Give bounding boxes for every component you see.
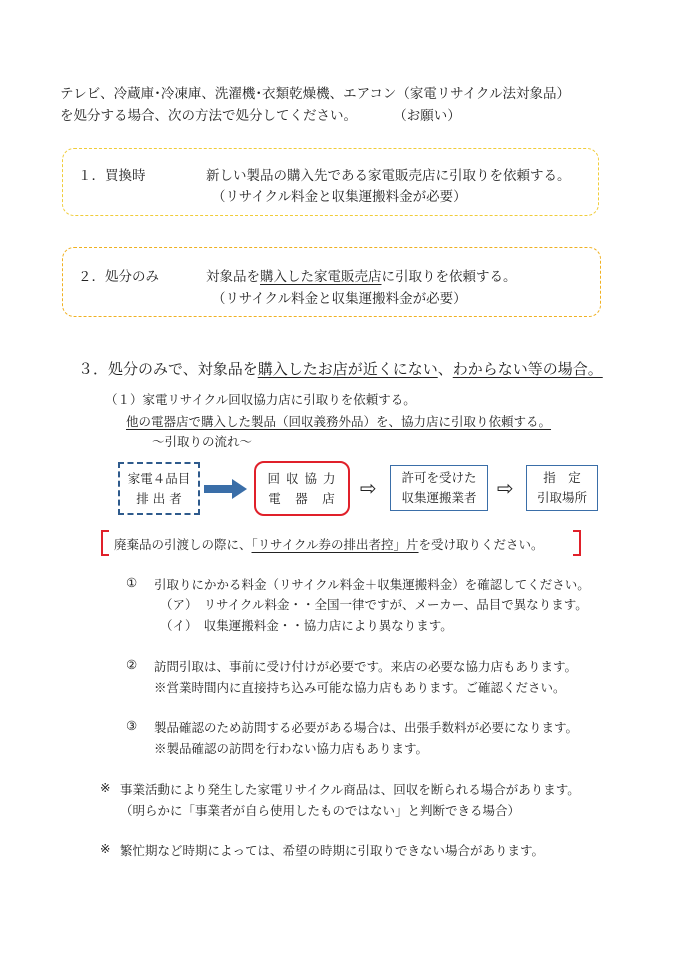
flow-box-designated-site-line-2: 引取場所 [536, 490, 587, 505]
section-3-title-d: わからない等の場合。 [452, 360, 603, 378]
notice-text-c: を受け取りください。 [418, 537, 544, 552]
flow-box-designated-site-line-1: 指 定 [543, 470, 581, 485]
flow-arrow-icon-1: ⇨ [360, 476, 377, 500]
flow-label: ～引取りの流れ～ [152, 434, 253, 449]
notice-left-bracket [100, 530, 110, 556]
flow-box-collector [390, 465, 488, 511]
flow-box-designated-site [526, 465, 598, 511]
flow-box-discharger-line-2: 排 出 者 [136, 491, 182, 506]
note-1-text: 事業活動により発生した家電リサイクル商品は、回収を断られる場合があります。 [120, 782, 580, 797]
section-3-sub-1: （１）家電リサイクル回収協力店に引取りを依頼する。 [105, 392, 416, 407]
intro-request: （お願い） [393, 108, 461, 124]
notice-right-bracket [572, 530, 582, 556]
flow-arrow-icon-2: ⇨ [497, 476, 514, 500]
option-2-text-a: 対象品を [206, 269, 260, 285]
item-3-note: ※製品確認の訪問を行わない協力店もあります。 [154, 741, 429, 756]
section-3-title-c: 、 [437, 360, 453, 378]
flow-blue-arrow-icon [204, 478, 248, 500]
note-2-text: 繁忙期など時期によっては、希望の時期に引取りできない場合があります。 [120, 843, 545, 858]
section-3-title-b: 購入したお店が近くにない [257, 360, 438, 378]
option-1-note: （リサイクル料金と収集運搬料金が必要） [212, 189, 467, 205]
notice-text-a: 廃棄品の引渡しの際に、 [114, 537, 252, 552]
notice-text [114, 535, 544, 553]
section-3-title [78, 358, 603, 379]
flow-box-partner-store-line-1: 回 収 協 力 [267, 471, 337, 486]
intro-line-2-text: を処分する場合、次の方法で処分してください。 [60, 108, 357, 124]
flow-box-discharger [118, 462, 200, 515]
intro-line-2 [60, 104, 461, 124]
note-1-mark: ※ [100, 780, 111, 795]
section-3-title-a: ３．処分のみで、対象品を [78, 360, 258, 378]
option-2-text [206, 265, 517, 285]
option-1-text: 新しい製品の購入先である家電販売店に引取りを依頼する。 [206, 168, 571, 184]
flow-box-partner-store [254, 461, 350, 516]
item-1-sub-a: （ア） リサイクル料金・・全国一律ですが、メーカー、品目で異なります。 [160, 597, 588, 612]
item-2-note: ※営業時間内に直接持ち込み可能な協力店もあります。ご確認ください。 [154, 680, 566, 695]
flow-box-partner-store-line-2: 電 器 店 [268, 491, 336, 506]
item-2-text: 訪問引取は、事前に受け付けが必要です。来店の必要な協力店もあります。 [154, 659, 578, 674]
item-3-number: ③ [126, 718, 138, 733]
item-1-text: 引取りにかかる料金（リサイクル料金＋収集運搬料金）を確認してください。 [154, 577, 590, 592]
note-2-mark: ※ [100, 841, 111, 856]
flow-box-collector-line-1: 許可を受けた [401, 470, 477, 485]
item-1-number: ① [126, 575, 138, 590]
item-3-text: 製品確認のため訪問する必要がある場合は、出張手数料が必要になります。 [154, 720, 579, 735]
notice-text-b: 「リサイクル券の排出者控」片 [251, 537, 419, 552]
item-2-number: ② [126, 657, 138, 672]
option-2-text-b: 購入した家電販売店 [260, 269, 382, 285]
intro-line-1: テレビ、冷蔵庫･冷凍庫、洗濯機･衣類乾燥機、エアコン（家電リサイクル法対象品） [60, 86, 571, 102]
flow-box-discharger-line-1: 家電４品目 [127, 471, 191, 486]
option-2-text-c: に引取りを依頼する。 [381, 269, 517, 285]
flow-box-collector-line-2: 収集運搬業者 [401, 490, 477, 505]
option-2-label: ２．処分のみ [78, 269, 159, 285]
note-1-sub: （明らかに「事業者が自ら使用したものではない」と判断できる場合） [120, 803, 521, 818]
section-3-sub-1-note: 他の電器店で購入した製品（回収義務外品）を、協力店に引取り依頼する。 [126, 414, 552, 429]
option-2-note: （リサイクル料金と収集運搬料金が必要） [212, 291, 467, 307]
option-1-label: １．買換時 [78, 168, 146, 184]
item-1-sub-b: （イ） 収集運搬料金・・協力店により異なります。 [160, 618, 453, 633]
